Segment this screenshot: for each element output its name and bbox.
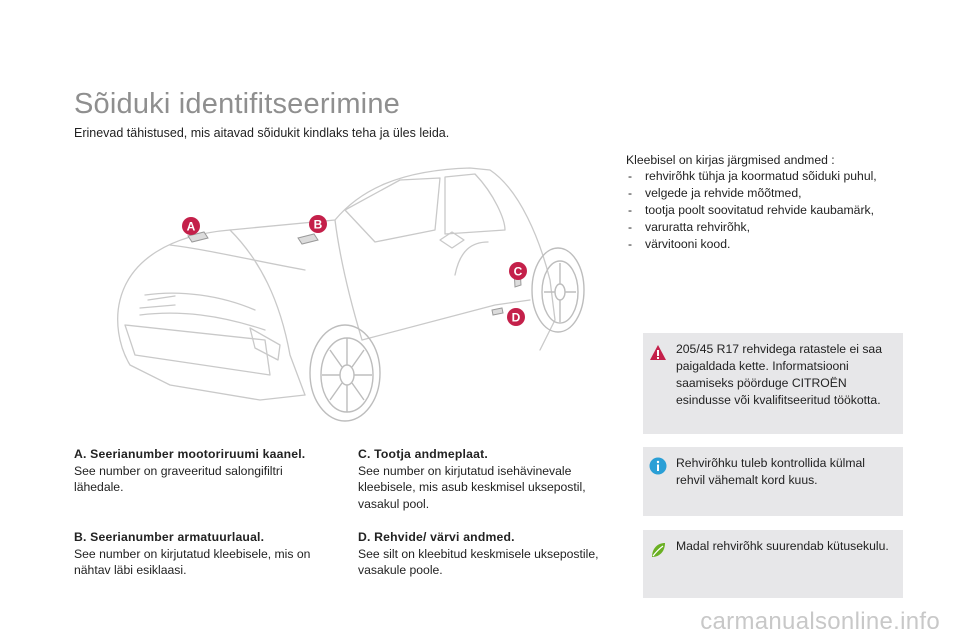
watermark: carmanualsonline.info <box>700 608 940 635</box>
info-note <box>643 447 903 516</box>
list-item: - rehvirõhk tühja ja koormatud sõiduki puhul, <box>626 168 877 185</box>
label-c <box>358 446 612 512</box>
warning-note <box>643 333 903 434</box>
info-note-text: Rehvirõhku tuleb kontrollida külmal rehvil vähemalt kord kuus. <box>676 456 866 487</box>
label-b-body: See number on kirjutatud kleebisele, mis on nähtav läbi esiklaasi. <box>74 546 311 577</box>
eco-note <box>643 530 903 598</box>
label-d <box>358 529 612 579</box>
eco-note-text: Madal rehvirõhk suurendab kütusekulu. <box>676 539 889 553</box>
marker-b: B <box>313 217 323 232</box>
label-c-heading: C. Tootja andmeplaat. <box>358 447 488 461</box>
page-subtitle: Erinevad tähistused, mis aitavad sõidukit kindlaks teha ja üles leida. <box>74 126 450 140</box>
label-a-heading: A. Seerianumber mootoriruumi kaanel. <box>74 447 306 461</box>
label-d-heading: D. Rehvide/ värvi andmed. <box>358 530 515 544</box>
list-item: - värvitooni kood. <box>626 236 877 253</box>
list-item: - velgede ja rehvide mõõtmed, <box>626 185 877 202</box>
label-a-body: See number on graveeritud salongifiltri lähedale. <box>74 463 283 494</box>
exclamation-icon <box>649 344 667 362</box>
label-b <box>74 529 332 579</box>
leaf-icon <box>649 541 667 559</box>
label-c-body: See number on kirjutatud isehävinevale kleebisele, mis asub keskmisel uksepostil, vasakul pool. <box>358 463 586 511</box>
sticker-info-intro: Kleebisel on kirjas järgmised andmed : <box>626 153 835 167</box>
warning-note-text: 205/45 R17 rehvidega ratastele ei saa paigaldada kette. Informatsiooni saamiseks pöörduge CITROËN esindusse või kvalifitseeritud töökotta. <box>676 342 882 407</box>
marker-c: C <box>513 264 523 279</box>
sticker-info-list <box>626 168 877 253</box>
car-illustration <box>100 150 600 430</box>
info-icon <box>649 457 667 475</box>
marker-a: A <box>186 219 196 234</box>
list-item: - tootja poolt soovitatud rehvide kaubamärk, <box>626 202 877 219</box>
label-a <box>74 446 332 496</box>
label-b-heading: B. Seerianumber armatuurlaual. <box>74 530 265 544</box>
list-item: - varuratta rehvirõhk, <box>626 219 877 236</box>
label-d-body: See silt on kleebitud keskmisele uksepostile, vasakule poole. <box>358 546 599 577</box>
marker-d: D <box>511 310 521 325</box>
page-title: Sõiduki identifitseerimine <box>74 88 400 120</box>
